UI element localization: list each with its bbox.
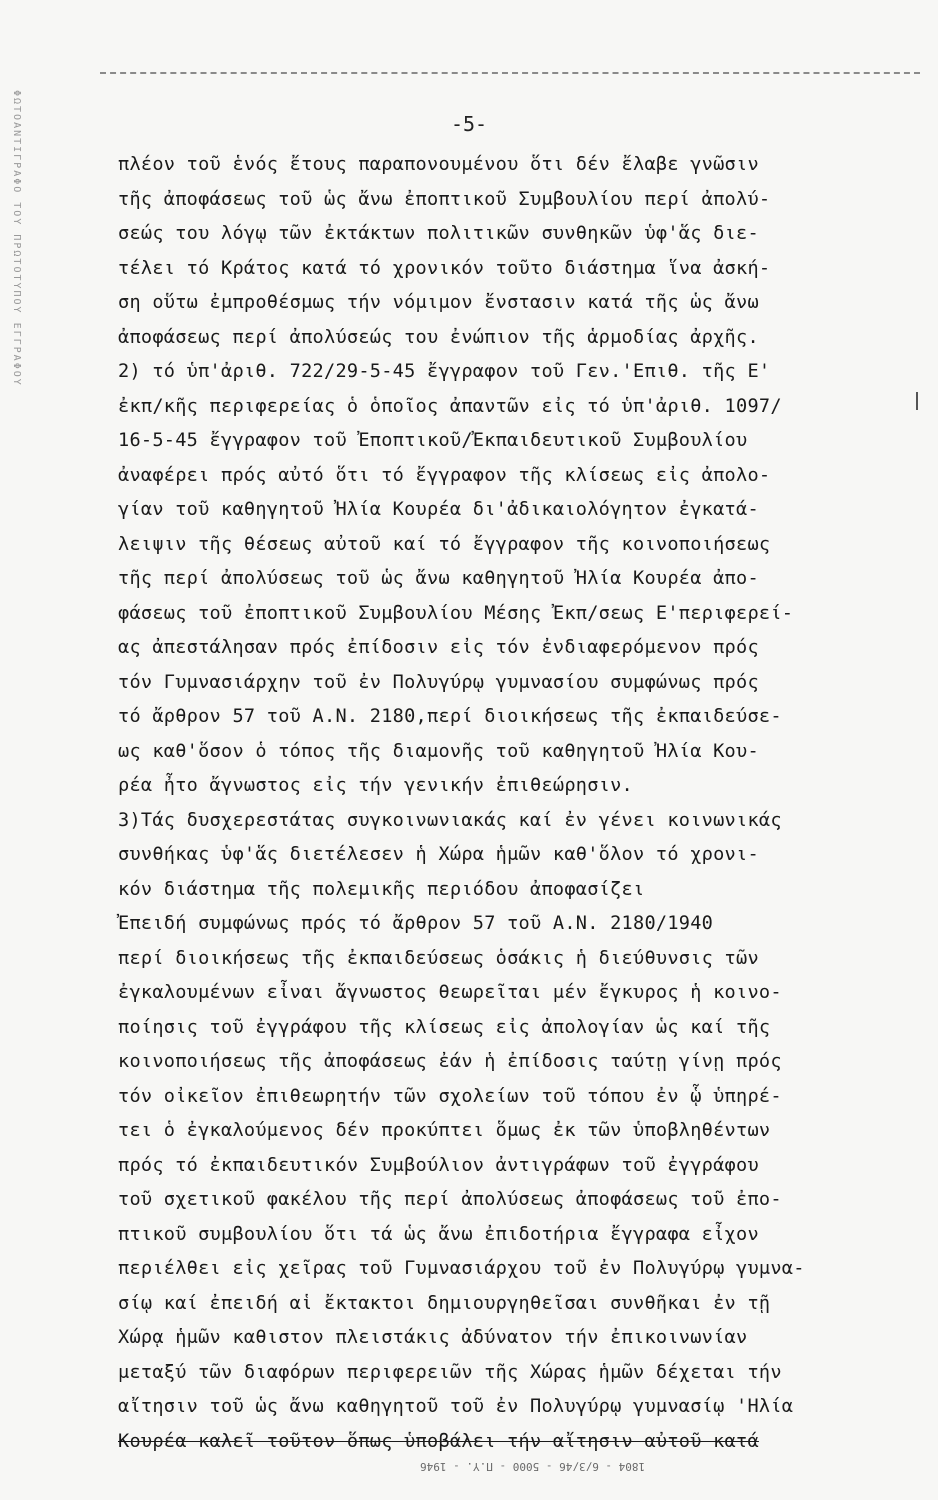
text-line: ρέα ἦτο ἄγνωστος εἰς τήν γενικήν ἐπιθεώρησιν. [118,775,633,796]
text-line: τῆς ἀποφάσεως τοῦ ὡς ἄνω ἐποπτικοῦ Συμβουλίου περί ἀπολύ- [118,188,771,210]
text-line: μεταξύ τῶν διαφόρων περιφερειῶν τῆς Χώρας ἡμῶν δέχεται τήν [118,1361,782,1383]
margin-note-text: ΦΩΤΟΑΝΤΙΓΡΑΦΟ ΤΟΥ ΠΡΩΤΟΤΥΠΟΥ ΕΓΓΡΑΦΟΥ [11,90,22,387]
text-line: ποίησις τοῦ ἐγγράφου τῆς κλίσεως εἰς ἀπολογίαν ὡς καί τῆς [118,1016,771,1038]
text-line: περί διοικήσεως τῆς ἐκπαιδεύσεως ὁσάκις ἡ διεύθυνσις τῶν [118,947,759,969]
text-line: ἀποφάσεως περί ἀπολύσεώς του ἐνώπιον τῆς ἁρμοδίας ἀρχῆς. [118,326,759,348]
text-line: πτικοῦ συμβουλίου ὅτι τά ὡς ἄνω ἐπιδοτήρια ἔγγραφα εἶχον [118,1223,759,1245]
text-line: Ἐπειδή συμφώνως πρός τό ἄρθρον 57 τοῦ Α.Ν. 2180/1940 [118,913,714,934]
text-line: πλέον τοῦ ἑνός ἔτους παραπονουμένου ὅτι δέν ἔλαβε γνῶσιν [118,154,759,175]
text-line: 3)Τάς δυσχερεστάτας συγκοινωνιακάς καί ἐν γένει κοινωνικάς [118,809,782,831]
text-line: πρός τό ἐκπαιδευτικόν Συμβούλιον ἀντιγράφων τοῦ ἐγγράφου [118,1154,759,1176]
text-line: Χώρᾳ ἡμῶν καθιστον πλειστάκις ἀδύνατον τήν ἐπικοινωνίαν [118,1327,748,1348]
body-text [118,148,918,1459]
text-line: ἐγκαλουμένων εἶναι ἄγνωστος θεωρεῖται μέν ἔγκυρος ἡ κοινο- [118,982,782,1003]
text-line: 2) τό ὑπ'ἀριθ. 722/29-5-45 ἔγγραφον τοῦ Γεν.'Επιθ. τῆς Ε' [118,361,771,382]
text-line: 16-5-45 ἔγγραφον τοῦ Ἐποπτικοῦ/Ἐκπαιδευτικοῦ Συμβουλίου [118,430,748,451]
text-line: γίαν τοῦ καθηγητοῦ Ἠλία Κουρέα δι'ἀδικαιολόγητον ἐγκατά- [118,499,759,520]
text-line: ας ἀπεστάλησαν πρός ἐπίδοσιν εἰς τόν ἐνδιαφερόμενον πρός [118,637,759,658]
text-line: κόν διάστημα τῆς πολεμικῆς περιόδου ἀποφασίζει [118,878,645,900]
footer-stamp: 1804 - 6/3/46 - 5000 - Π.Υ. - 1946 [420,1460,646,1473]
text-line: συνθήκας ὑφ'ἅς διετέλεσεν ἡ Χώρα ἡμῶν καθ'ὅλον τό χρονι- [118,844,759,865]
text-line: τό ἄρθρον 57 τοῦ Α.Ν. 2180,περί διοικήσεως τῆς ἐκπαιδεύσε- [118,706,782,727]
text-line: τέλει τό Κράτος κατά τό χρονικόν τοῦτο διάστημα ἵνα ἀσκή- [118,257,771,279]
text-line: περιέλθει εἰς χεῖρας τοῦ Γυμνασιάρχου τοῦ ἐν Πολυγύρῳ γυμνα- [118,1258,805,1279]
text-line: ως καθ'ὅσον ὁ τόπος τῆς διαμονῆς τοῦ καθηγητοῦ Ἠλία Κου- [118,740,759,762]
text-line: Κουρέα καλεῖ τοῦτον ὅπως ὑποβάλει τήν αἴτησιν αὐτοῦ κατά [118,1430,759,1452]
text-line: τῆς περί ἀπολύσεως τοῦ ὡς ἄνω καθηγητοῦ Ἠλία Κουρέα ἀπο- [118,568,759,589]
text-line: φάσεως τοῦ ἐποπτικοῦ Συμβουλίου Μέσης Ἐκπ/σεως Ε'περιφερεί- [118,602,794,624]
text-line: ἐκπ/κῆς περιφερείας ὁ ὁποῖος ἀπαντῶν εἰς τό ὑπ'ἀριθ. 1097/ [118,395,782,417]
margin-note [2,90,24,1470]
text-line: ἀναφέρει πρός αὐτό ὅτι τό ἔγγραφον τῆς κλίσεως εἰς ἀπολο- [118,464,771,486]
text-line: ση οὕτω ἐμπροθέσμως τήν νόμιμον ἔνστασιν κατά τῆς ὡς ἄνω [118,292,759,313]
text-line: σίῳ καί ἐπειδή αἱ ἔκτακτοι δημιουργηθεῖσαι συνθῆκαι ἐν τῇ [118,1292,771,1314]
text-line: τει ὁ ἐγκαλούμενος δέν προκύπτει ὅμως ἐκ τῶν ὑποβληθέντων [118,1120,771,1141]
text-line: αἴτησιν τοῦ ὡς ἄνω καθηγητοῦ τοῦ ἐν Πολυγύρῳ γυμνασίῳ 'Ηλία [118,1396,794,1417]
text-line: τόν οἰκεῖον ἐπιθεωρητήν τῶν σχολείων τοῦ τόπου ἐν ᾧ ὑπηρέ- [118,1085,782,1107]
text-line: κοινοποιήσεως τῆς ἀποφάσεως ἐάν ἡ ἐπίδοσις ταύτῃ γίνῃ πρός [118,1051,782,1072]
text-line: τόν Γυμνασιάρχην τοῦ ἐν Πολυγύρῳ γυμνασίου συμφώνως πρός [118,671,759,693]
text-line: τοῦ σχετικοῦ φακέλου τῆς περί ἀπολύσεως ἀποφάσεως τοῦ ἐπο- [118,1189,782,1210]
text-line: λειψιν τῆς θέσεως αὐτοῦ καί τό ἔγγραφον τῆς κοινοποιήσεως [118,533,771,555]
page-number: -5- [450,112,488,136]
top-rule [100,72,920,74]
text-line: σεώς του λόγῳ τῶν ἐκτάκτων πολιτικῶν συνθηκῶν ὑφ'ἅς διε- [118,223,759,244]
